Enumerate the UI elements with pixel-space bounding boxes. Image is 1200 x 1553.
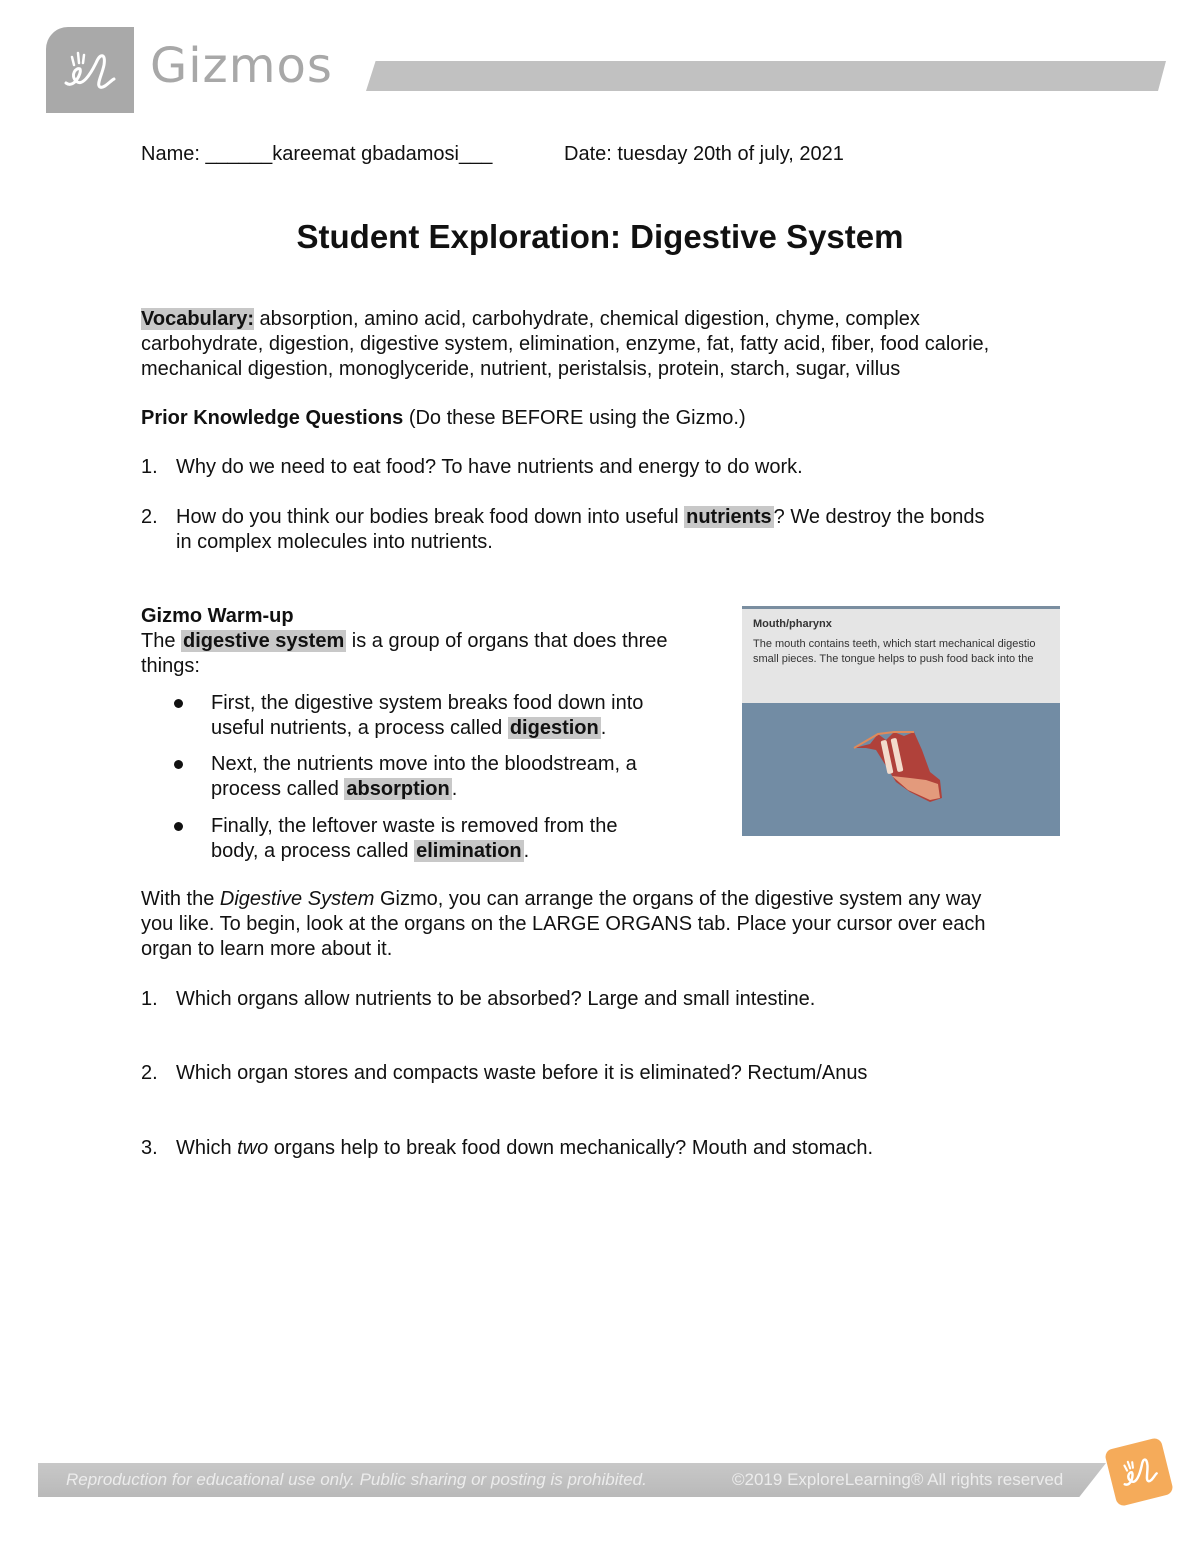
warmup-intro-line-2: things: — [141, 655, 200, 677]
vocabulary-label: Vocabulary: — [141, 308, 254, 330]
vocabulary-line-1: Vocabulary: absorption, amino acid, carbohydrate, chemical digestion, chyme, complex — [141, 308, 920, 330]
explorelearning-el-logo-icon — [1114, 1447, 1165, 1498]
page-title: Student Exploration: Digestive System — [296, 218, 904, 255]
vocabulary-line-3: mechanical digestion, monoglyceride, nutrient, peristalsis, protein, starch, sugar, villus — [141, 358, 901, 380]
gizmo-intro-line-3: organ to learn more about it. — [141, 938, 393, 960]
warmup-intro: The digestive system is a group of organs that does three — [141, 630, 668, 652]
prior-knowledge-heading: Prior Knowledge Questions (Do these BEFORE using the Gizmo.) — [141, 407, 746, 429]
prior-question-2: 2. How do you think our bodies break food down into useful nutrients ? We destroy the bonds — [141, 506, 985, 528]
bullet-icon — [174, 822, 183, 831]
highlight-elimination: elimination — [416, 840, 522, 862]
footer-copyright: ©2019 ExploreLearning® All rights reserved — [732, 1470, 1064, 1489]
highlight-digestion: digestion — [509, 717, 599, 739]
gizmo-screenshot — [742, 606, 1060, 836]
footer-disclaimer: Reproduction for educational use only. Public sharing or posting is prohibited. — [66, 1470, 647, 1489]
warmup-heading: Gizmo Warm-up — [141, 605, 294, 627]
gizmo-organ-view — [742, 703, 1060, 836]
gizmo-intro-line-2: you like. To begin, look at the organs on the LARGE ORGANS tab. Place your cursor over each — [141, 913, 986, 935]
question-1: 1. Which organs allow nutrients to be absorbed? Large and small intestine. — [141, 988, 816, 1010]
prior-question-1: 1. Why do we need to eat food? To have nutrients and energy to do work. — [141, 456, 803, 478]
brand-name: Gizmos — [150, 38, 333, 94]
highlight-absorption: absorption — [346, 778, 450, 800]
gizmo-organ-description: The mouth contains teeth, which start mechanical digestio small pieces. The tongue helps to push food back into the — [753, 638, 1036, 665]
gizmos-logo — [46, 27, 134, 113]
bullet-icon — [174, 699, 183, 708]
question-3: 3. Which two organs help to break food down mechanically? Mouth and stomach. — [141, 1137, 874, 1159]
gizmo-organ-title: Mouth/pharynx — [753, 618, 832, 630]
gizmo-info-panel — [742, 606, 1060, 703]
mouth-organ-illustration-icon — [852, 728, 952, 818]
prior-question-2-line-2: in complex molecules into nutrients. — [176, 531, 493, 553]
header-decorative-bar — [366, 61, 1166, 91]
highlight-digestive-system: digestive system — [183, 630, 345, 652]
bullet-icon — [174, 760, 183, 769]
footer-logo — [1104, 1437, 1174, 1507]
highlight-nutrients: nutrients — [686, 506, 772, 528]
gizmo-intro-line-1: With the Digestive System Gizmo, you can arrange the organs of the digestive system any way — [141, 888, 982, 910]
date: Date: tuesday 20th of july, 2021 — [564, 143, 844, 165]
student-name: Name: ______kareemat gbadamosi___ — [141, 143, 493, 165]
question-2: 2. Which organ stores and compacts waste before it is eliminated? Rectum/Anus — [141, 1062, 868, 1084]
explorelearning-el-logo-icon — [60, 45, 120, 97]
vocabulary-line-2: carbohydrate, digestion, digestive system, elimination, enzyme, fat, fatty acid, fiber, food calorie, — [141, 333, 990, 355]
